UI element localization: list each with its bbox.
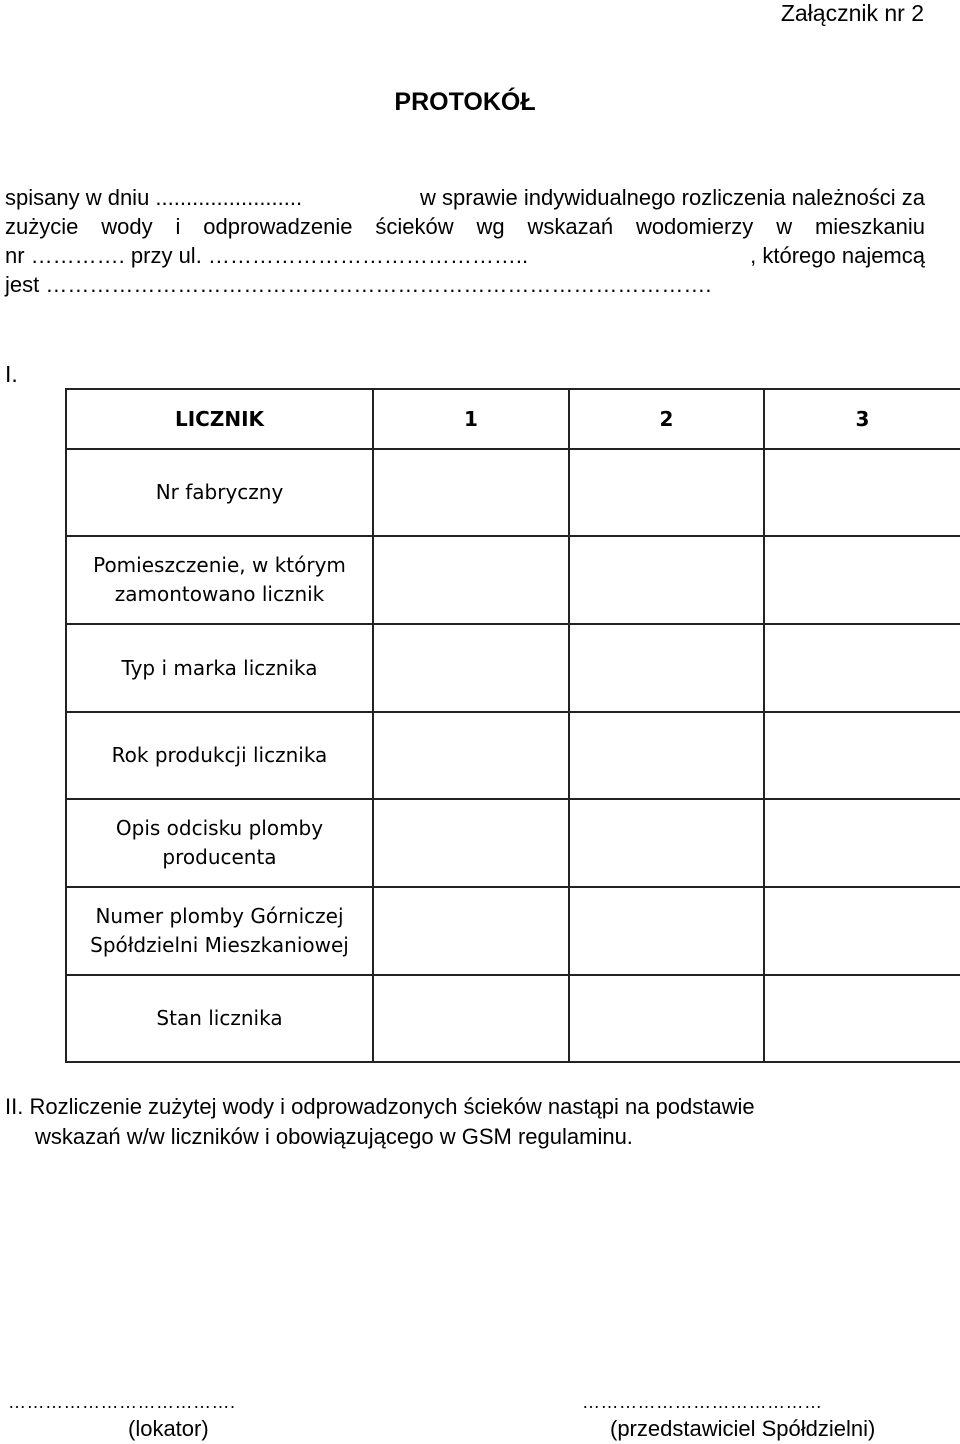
meter-1-cell[interactable] [373,887,569,975]
intro-line-2-word: odprowadzenie [203,214,353,239]
section-2-line-2: wskazań w/w liczników i obowiązującego w GSM regulaminu. [35,1124,633,1149]
section-1-label: I. [5,361,18,387]
meter-1-cell[interactable] [373,449,569,536]
section-2-line-1: II. Rozliczenie zużytej wody i odprowadzonych ścieków nastąpi na podstawie [5,1094,755,1119]
meter-table-header [66,389,960,449]
meter-1-cell[interactable] [373,536,569,624]
meter-table [65,388,960,1063]
meter-3-cell[interactable] [764,624,960,712]
table-row [66,624,960,712]
table-row [66,449,960,536]
meter-3-cell[interactable] [764,536,960,624]
intro-line-2-word: wodomierzy [635,214,754,239]
row-label: Opis odcisku plomby producenta [66,799,373,887]
row-label: Stan licznika [66,975,373,1062]
row-label: Pomieszczenie, w którym zamontowano licznik [66,536,373,624]
annex-label: Załącznik nr 2 [780,0,924,26]
meter-2-cell[interactable] [569,712,764,799]
coop-signature-label: (przedstawiciel Spółdzielni) [610,1416,876,1441]
intro-line-2-word: wody [101,214,153,239]
meter-1-cell[interactable] [373,799,569,887]
meter-3-cell[interactable] [764,799,960,887]
meter-1-cell[interactable] [373,624,569,712]
table-row [66,975,960,1062]
intro-line-2 [5,212,925,241]
intro-address-field: nr …………. przy ul. …………………………………….. [5,243,529,268]
meter-3-cell[interactable] [764,712,960,799]
header-meter-3: 3 [764,389,960,449]
table-row [66,712,960,799]
header-licznik: LICZNIK [66,389,373,449]
meter-1-cell[interactable] [373,712,569,799]
intro-date-field: spisany w dniu ........................ [5,185,303,210]
intro-line-2-word: ścieków [375,214,454,239]
section-2-paragraph [5,1092,945,1152]
coop-signature-line: ………………………………… [582,1392,823,1412]
intro-line-4: jest ………………………………………………………………………………. [5,272,712,297]
meter-2-cell[interactable] [569,624,764,712]
header-meter-2: 2 [569,389,764,449]
tenant-signature-label: (lokator) [128,1416,209,1441]
meter-2-cell[interactable] [569,887,764,975]
intro-line-2-word: w [776,214,793,239]
meter-2-cell[interactable] [569,975,764,1062]
intro-tenant-prefix: , którego najemcą [750,243,925,268]
meter-3-cell[interactable] [764,887,960,975]
table-row [66,799,960,887]
meter-2-cell[interactable] [569,536,764,624]
meter-2-cell[interactable] [569,799,764,887]
meter-1-cell[interactable] [373,975,569,1062]
tenant-signature-line: ………………………………. [8,1392,236,1412]
row-label: Nr fabryczny [66,449,373,536]
table-row [66,536,960,624]
row-label: Rok produkcji licznika [66,712,373,799]
meter-2-cell[interactable] [569,449,764,536]
intro-line-2-word: mieszkaniu [814,214,925,239]
intro-subject: w sprawie indywidualnego rozliczenia należności za [419,185,925,210]
intro-paragraph [5,183,925,299]
intro-line-2-word: i [175,214,181,239]
intro-line-2-word: zużycie [5,214,79,239]
intro-line-3 [5,241,925,270]
intro-line-2-word: wg [476,214,505,239]
table-row [66,887,960,975]
document-title: PROTOKÓŁ [394,88,536,116]
header-meter-1: 1 [373,389,569,449]
row-label: Numer plomby Górniczej Spółdzielni Mieszkaniowej [66,887,373,975]
intro-line-2-word: wskazań [527,214,614,239]
row-label: Typ i marka licznika [66,624,373,712]
intro-line-1 [5,183,925,212]
meter-3-cell[interactable] [764,449,960,536]
meter-3-cell[interactable] [764,975,960,1062]
